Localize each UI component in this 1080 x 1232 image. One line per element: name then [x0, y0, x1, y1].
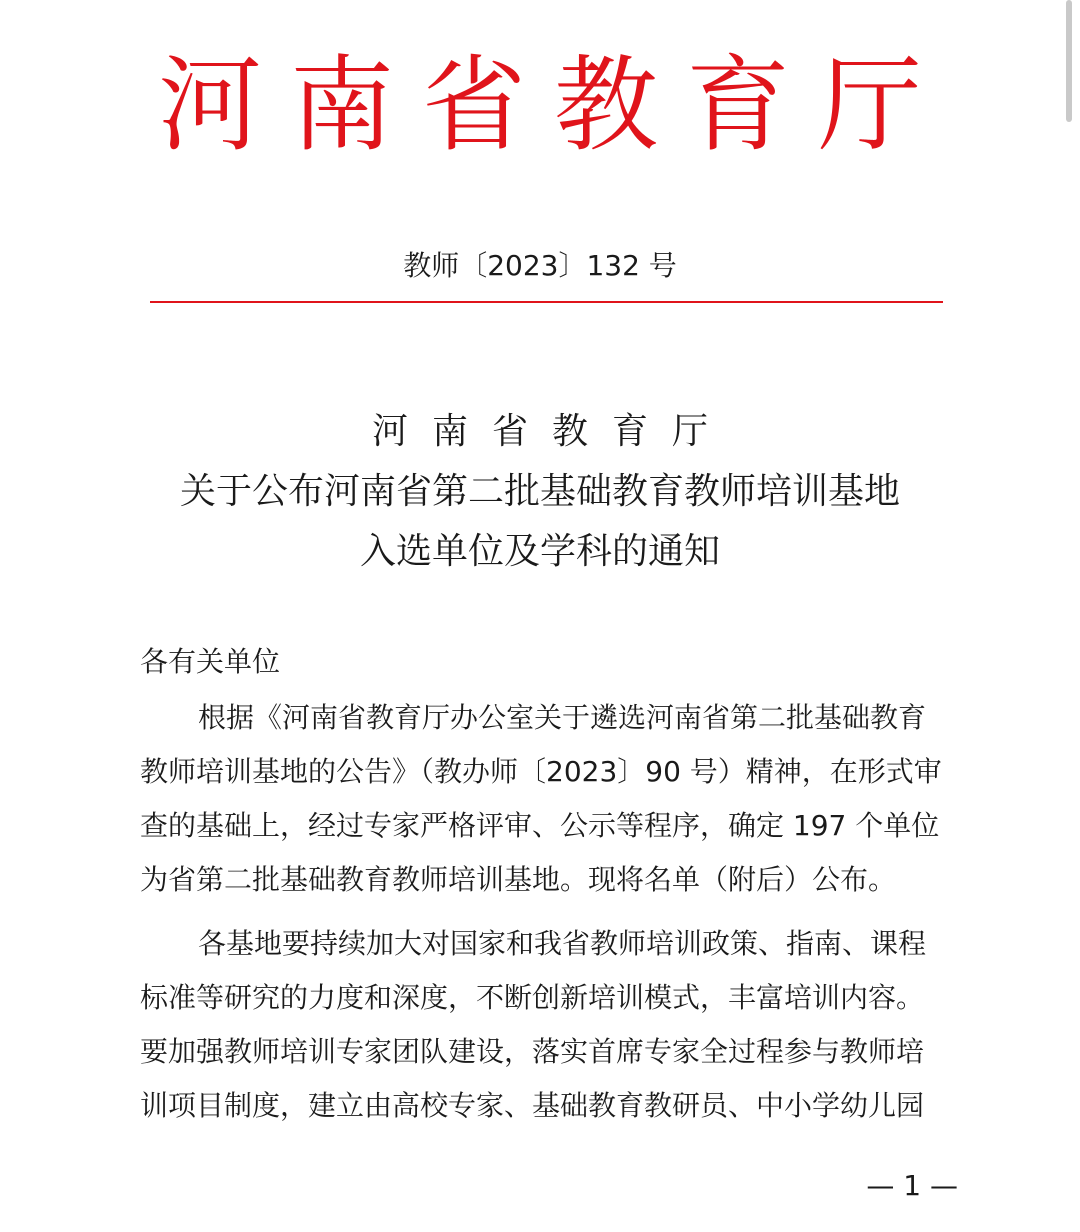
- paragraph-2-line-2: 标准等研究的力度和深度，不断创新培训模式，丰富培训内容。: [140, 981, 925, 1014]
- body-text: [140, 691, 962, 1133]
- title-line-2: 关于公布河南省第二批基础教育教师培训基地: [179, 471, 900, 512]
- title-line-1: 河南省教育厅: [371, 411, 732, 452]
- notice-title: [0, 402, 1080, 582]
- paragraph-1-line-2: 教师培训基地的公告》（教办师〔2023〕90 号）精神，在形式审: [140, 755, 942, 788]
- vertical-scrollbar[interactable]: [1066, 0, 1072, 122]
- paragraph-gap: [140, 907, 962, 917]
- paragraph-2-line-3: 要加强教师培训专家团队建设，落实首席专家全过程参与教师培: [140, 1035, 925, 1068]
- document-number: 教师〔2023〕132 号: [403, 249, 677, 282]
- paragraph-1-line-3: 查的基础上，经过专家严格评审、公示等程序，确定 197 个单位: [140, 809, 940, 842]
- paragraph-1-line-1: 根据《河南省教育厅办公室关于遴选河南省第二批基础教育: [198, 701, 927, 734]
- page-number: — 1 —: [866, 1169, 958, 1202]
- paragraph-1-line-4: 为省第二批基础教育教师培训基地。现将名单（附后）公布。: [140, 863, 897, 896]
- red-divider-line: [150, 301, 943, 303]
- salutation: 各有关单位: [140, 645, 281, 678]
- title-line-3: 入选单位及学科的通知: [359, 531, 720, 572]
- paragraph-2-line-1: 各基地要持续加大对国家和我省教师培训政策、指南、课程: [198, 927, 927, 960]
- letterhead-org-name: 河南省教育厅: [157, 44, 950, 166]
- paragraph-2-line-4: 训项目制度，建立由高校专家、基础教育教研员、中小学幼儿园: [140, 1089, 925, 1122]
